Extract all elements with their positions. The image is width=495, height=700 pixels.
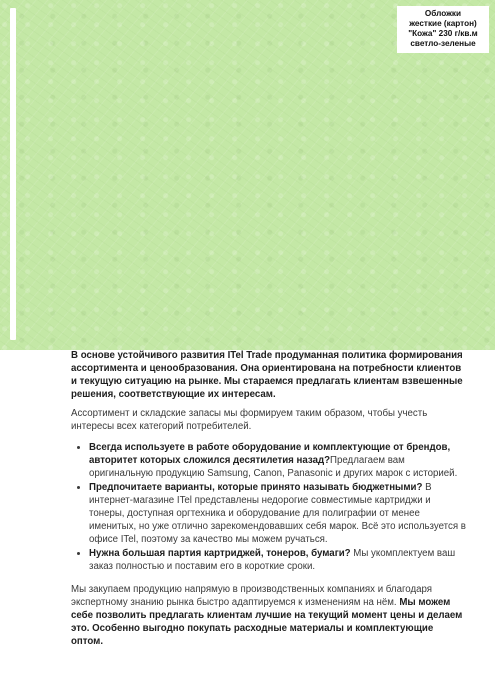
list-item-bold: Предпочитаете варианты, которые принято называть бюджетными? [89, 482, 423, 493]
list-item [89, 441, 466, 480]
closing-bold-text: Мы можем себе позволить предлагать клиентам лучшие на текущий момент цены и делаем это. Особенно выгодно покупать расходные материалы и комплектующие оптом. [71, 597, 463, 647]
intro-paragraph: В основе устойчивого развития ITel Trade продуманная политика формирования ассортимента и ценообразования. Она ориентирована на потребности клиентов и текущую ситуацию на рынке. Мы стараемся предлагать клиентам взвешенные решения, соответствующие их интересам. [71, 350, 463, 400]
list-item-bold: Нужна большая партия картриджей, тонеров, бумаги? [89, 548, 351, 559]
closing-regular-text: Мы закупаем продукцию напрямую в производственных компаниях и благодаря экспертному знанию рынка быстро адаптируемся к изменениям на нём. [71, 584, 433, 608]
label-line-1: Обложки [424, 9, 462, 18]
list-item-text: Мы укомплектуем ваш заказ полностью и поставим его в короткие сроки. [89, 548, 456, 572]
binding-hole [10, 326, 16, 340]
benefits-list [71, 441, 466, 573]
assortment-paragraph: Ассортимент и складские запасы мы формируем таким образом, чтобы учесть интересы всех категорий потребителей. [71, 408, 428, 432]
list-item-text: В интернет-магазине ITel представлены недорогие совместимые картриджи и тонеры, доступная оргтехника и оборудование для полиграфии от менее именитых, но уже отлично зарекомендовавших себя марок. Всё это используется в офисе ITel, поэтому за качество мы можем ручаться. [89, 482, 466, 545]
text-content [71, 349, 466, 648]
list-item-text: Предлагаем вам оригинальную продукцию Samsung, Canon, Panasonic и других марок с историей. [89, 455, 458, 479]
list-item-bold: Всегда используете в работе оборудование и комплектующие от брендов, авторитет которых сложился десятилетия назад? [89, 442, 451, 466]
label-line-2: жесткие (картон) [409, 19, 477, 28]
list-item [89, 481, 466, 546]
label-line-4: светло-зеленые [410, 39, 476, 48]
label-line-3: "Кожа" 230 г/кв.м [408, 29, 478, 38]
product-label [397, 6, 489, 53]
binding-holes [10, 8, 16, 338]
list-item [89, 547, 466, 573]
closing-paragraph [71, 583, 466, 648]
